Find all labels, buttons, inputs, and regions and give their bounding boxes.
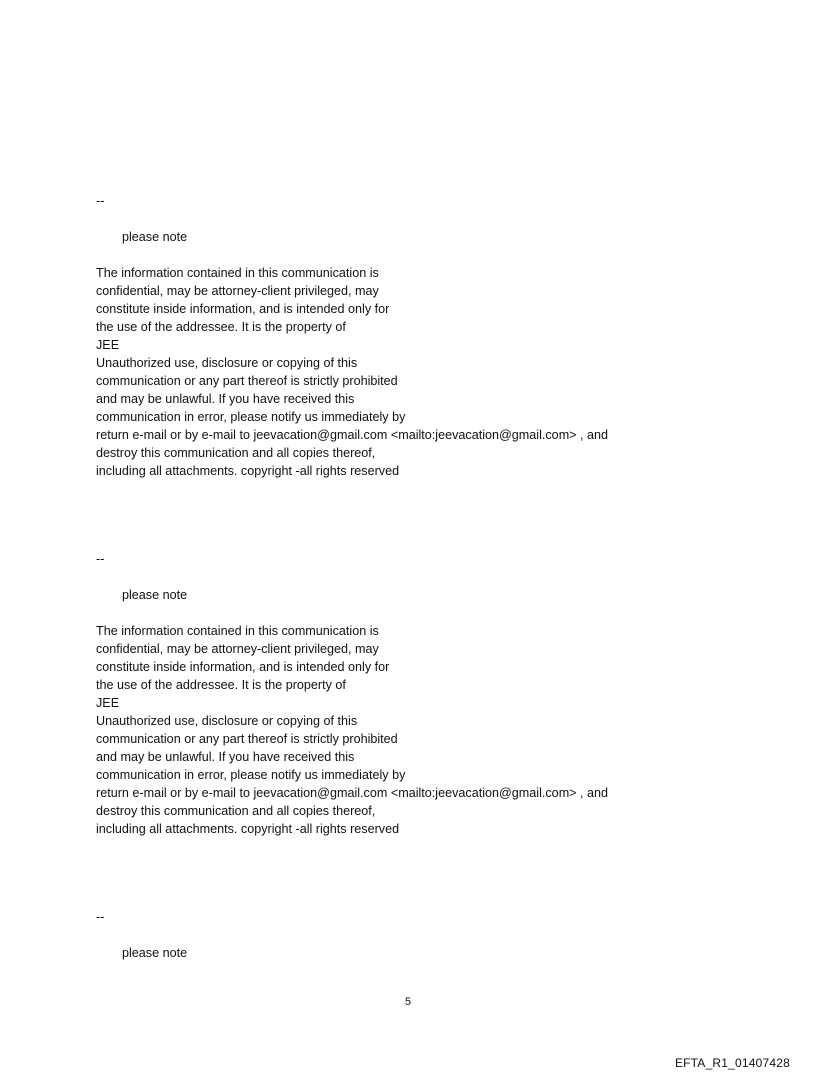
disclaimer-line: the use of the addressee. It is the property of <box>96 678 346 692</box>
disclaimer-line: and may be unlawful. If you have received this <box>96 750 355 764</box>
disclaimer-line: JEE <box>96 696 120 710</box>
disclaimer-block-2 <box>96 550 696 838</box>
disclaimer-line: JEE <box>96 338 120 352</box>
document-id: EFTA_R1_01407428 <box>674 1056 790 1070</box>
disclaimer-line: constitute inside information, and is intended only for <box>96 660 390 674</box>
disclaimer-line: constitute inside information, and is intended only for <box>96 302 390 316</box>
disclaimer-block-1 <box>96 192 696 480</box>
disclaimer-line: Unauthorized use, disclosure or copying of this <box>96 714 358 728</box>
disclaimer-line: The information contained in this communication is <box>96 624 379 638</box>
disclaimer-line: the use of the addressee. It is the property of <box>96 320 346 334</box>
disclaimer-line: and may be unlawful. If you have received this <box>96 392 355 406</box>
separator: -- <box>96 194 105 208</box>
disclaimer-line: return e-mail or by e-mail to jeevacation@gmail.com <mailto:jeevacation@gmail.com> , and <box>96 786 609 800</box>
disclaimer-line: destroy this communication and all copies thereof, <box>96 804 376 818</box>
disclaimer-heading: please note <box>122 588 188 602</box>
disclaimer-line: communication in error, please notify us immediately by <box>96 768 406 782</box>
disclaimer-line: confidential, may be attorney-client privileged, may <box>96 642 379 656</box>
disclaimer-line: communication or any part thereof is strictly prohibited <box>96 732 398 746</box>
disclaimer-line: The information contained in this communication is <box>96 266 379 280</box>
separator: -- <box>96 552 105 566</box>
disclaimer-line: return e-mail or by e-mail to jeevacation@gmail.com <mailto:jeevacation@gmail.com> , and <box>96 428 609 442</box>
disclaimer-line: including all attachments. copyright -all rights reserved <box>96 464 400 478</box>
disclaimer-line: including all attachments. copyright -all rights reserved <box>96 822 400 836</box>
disclaimer-line: communication or any part thereof is strictly prohibited <box>96 374 398 388</box>
separator: -- <box>96 910 105 924</box>
disclaimer-line: Unauthorized use, disclosure or copying of this <box>96 356 358 370</box>
disclaimer-heading: please note <box>122 230 188 244</box>
disclaimer-block-3 <box>96 908 696 962</box>
page-number: 5 <box>404 996 412 1008</box>
disclaimer-line: confidential, may be attorney-client privileged, may <box>96 284 379 298</box>
disclaimer-line: destroy this communication and all copies thereof, <box>96 446 376 460</box>
disclaimer-line: communication in error, please notify us immediately by <box>96 410 406 424</box>
disclaimer-heading: please note <box>122 946 188 960</box>
